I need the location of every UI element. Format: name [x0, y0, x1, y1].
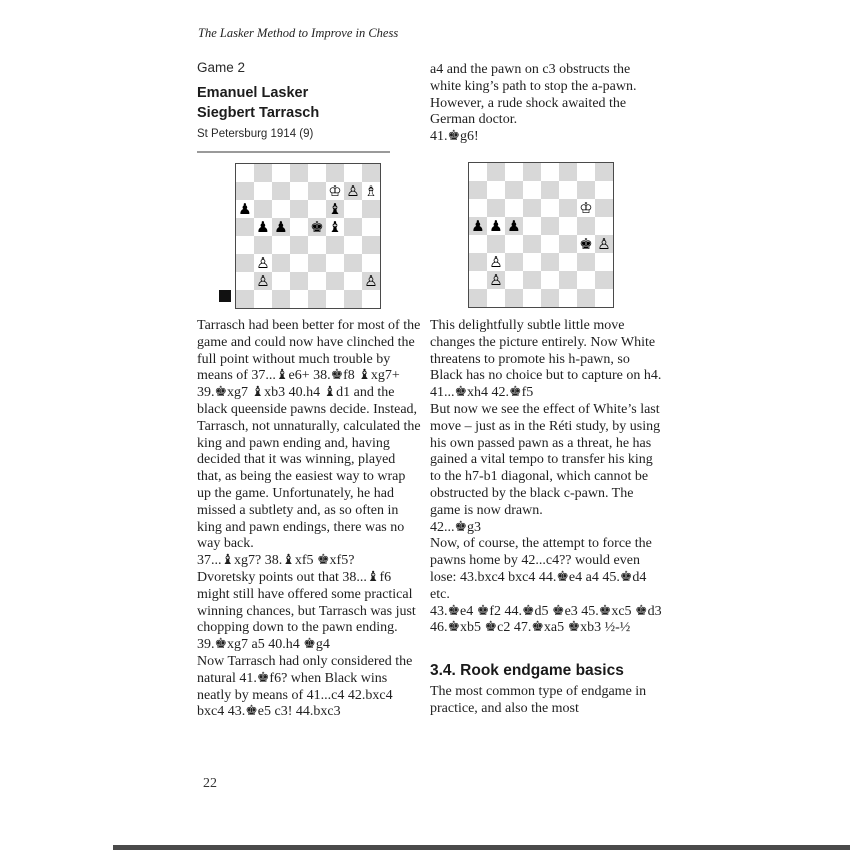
board-square	[505, 163, 523, 181]
chess-piece-bP-c5: ♟	[272, 218, 290, 236]
chess-piece-wP-b2: ♙	[254, 272, 272, 290]
paragraph: The most common type of endgame in practice, and also the most	[430, 684, 647, 716]
board-square	[577, 253, 595, 271]
board-square	[272, 164, 290, 182]
board-square	[541, 235, 559, 253]
board-square	[254, 200, 272, 218]
chess-piece-bP-b5: ♟	[487, 217, 505, 235]
board-square	[469, 235, 487, 253]
chess-piece-wK-f7: ♔	[326, 182, 344, 200]
board-square	[505, 253, 523, 271]
board-square	[236, 182, 254, 200]
board-square	[541, 217, 559, 235]
board-square	[236, 272, 254, 290]
board-square	[362, 236, 380, 254]
board-square	[559, 199, 577, 217]
chess-diagram-left	[219, 163, 381, 309]
board-square	[577, 289, 595, 307]
board-square	[326, 272, 344, 290]
paragraph: This delightfully subtle little move changes the picture entirely. Now White threatens to promote his h-pawn, so Black has no choice but to capture on h4.	[430, 318, 662, 384]
board-square	[254, 182, 272, 200]
right-column-text	[430, 318, 662, 718]
chess-board	[468, 162, 614, 308]
left-column-text	[197, 318, 421, 721]
board-square	[469, 181, 487, 199]
chess-board	[235, 163, 381, 309]
board-square	[236, 218, 254, 236]
paragraph: Now Tarrasch had only considered the natural 41.♚f6? when Black wins neatly by means of 41...c4 42.bxc4 bxc4 43.♚e5 c3! 44.bxc3	[197, 653, 413, 720]
board-square	[595, 217, 613, 235]
board-square	[326, 290, 344, 308]
board-square	[559, 163, 577, 181]
board-square	[236, 236, 254, 254]
board-square	[523, 289, 541, 307]
board-square	[595, 199, 613, 217]
board-square	[505, 199, 523, 217]
board-square	[595, 253, 613, 271]
board-square	[290, 164, 308, 182]
paragraph: Tarrasch had been better for most of the game and could now have clinched the full point without much trouble by means of 37...♝e6+ 38.♚f8 ♝xg7+ 39.♚xg7 ♝xb3 40.h4 ♝d1 and the black queenside pawns decide. Instead, Tarrasch, not unnaturally, calculated the king and pawn ending and, having decided that it was winning, played that, as being the easiest way to wrap up the game. Unfortunately, he had missed a subtlety and, as so often in king and pawn endings, there was no way back.	[197, 318, 421, 552]
board-square	[254, 236, 272, 254]
paragraph: But now we see the effect of White’s last move – just as in the Réti study, by using his own passed pawn as a threat, he has gained a vital tempo to transfer his king to the h7-b1 diagonal, which cannot be obstructed by the black c-pawn. The game is now drawn.	[430, 401, 661, 518]
board-square	[559, 181, 577, 199]
board-square	[326, 164, 344, 182]
chess-piece-bP-c5: ♟	[505, 217, 523, 235]
board-square	[469, 199, 487, 217]
game-header	[197, 60, 391, 153]
board-square	[523, 235, 541, 253]
board-square	[523, 271, 541, 289]
paragraph: Dvoretsky points out that 38...♝f6 might still have offered some practical winning chances, but Tarrasch was just chopping down to the pawn ending.	[197, 569, 416, 636]
board-square	[505, 271, 523, 289]
chess-piece-wP-h4: ♙	[595, 235, 613, 253]
board-square	[505, 235, 523, 253]
right-column-top-text	[430, 62, 662, 146]
chess-piece-bP-a5: ♟	[469, 217, 487, 235]
event-line: St Petersburg 1914 (9)	[197, 128, 314, 140]
board-square	[344, 254, 362, 272]
board-square	[595, 163, 613, 181]
move-line: 43.♚e4 ♚f2 44.♚d5 ♚e3 45.♚xc5 ♚d3 46.♚xb5 ♚c2 47.♚xa5 ♚xb3 ½-½	[430, 603, 662, 636]
board-square	[290, 290, 308, 308]
chess-piece-wP-b2: ♙	[487, 271, 505, 289]
board-square	[505, 181, 523, 199]
board-square	[326, 254, 344, 272]
header-rule	[197, 151, 390, 153]
board-square	[559, 217, 577, 235]
board-square	[523, 199, 541, 217]
board-square	[272, 182, 290, 200]
board-square	[254, 164, 272, 182]
move-line: 39.♚xg7 a5 40.h4 ♚g4	[197, 637, 330, 653]
board-square	[308, 290, 326, 308]
board-square	[469, 271, 487, 289]
running-head: The Lasker Method to Improve in Chess	[198, 26, 399, 40]
board-square	[595, 271, 613, 289]
paragraph: a4 and the pawn on c3 obstructs the white king’s path to stop the a-pawn. However, a rude shock awaited the German doctor.	[430, 62, 637, 128]
board-square	[541, 289, 559, 307]
page-bottom-edge	[113, 845, 850, 850]
chess-piece-bB-f6: ♝	[326, 200, 344, 218]
board-square	[326, 236, 344, 254]
black-player-name: Siegbert Tarrasch	[197, 105, 320, 121]
board-square	[290, 182, 308, 200]
chess-piece-bK-e5: ♚	[308, 218, 326, 236]
board-square	[487, 163, 505, 181]
board-square	[541, 199, 559, 217]
board-square	[254, 290, 272, 308]
board-square	[272, 254, 290, 272]
board-square	[469, 253, 487, 271]
board-square	[559, 235, 577, 253]
board-square	[559, 253, 577, 271]
board-square	[487, 181, 505, 199]
game-label: Game 2	[197, 60, 246, 75]
board-square	[308, 236, 326, 254]
board-square	[290, 254, 308, 272]
board-square	[308, 182, 326, 200]
board-square	[541, 181, 559, 199]
chess-piece-wP-h2: ♙	[362, 272, 380, 290]
board-square	[595, 181, 613, 199]
board-square	[362, 290, 380, 308]
chess-piece-bP-a6: ♟	[236, 200, 254, 218]
chess-piece-wP-b3: ♙	[254, 254, 272, 272]
paragraph: Now, of course, the attempt to force the pawns home by 42...c4?? would even lose: 43.bxc4 bxc4 44.♚e4 a4 45.♚d4 etc.	[430, 536, 652, 602]
board-square	[362, 254, 380, 272]
board-square	[308, 254, 326, 272]
board-square	[344, 272, 362, 290]
board-square	[362, 164, 380, 182]
board-square	[308, 272, 326, 290]
move-line: 41...♚xh4 42.♚f5	[430, 385, 534, 401]
board-square	[487, 289, 505, 307]
board-square	[577, 163, 595, 181]
chess-piece-wP-b3: ♙	[487, 253, 505, 271]
board-square	[469, 289, 487, 307]
board-square	[272, 290, 290, 308]
board-square	[290, 272, 308, 290]
board-square	[344, 290, 362, 308]
page-number: 22	[203, 776, 217, 791]
board-square	[487, 235, 505, 253]
board-square	[523, 253, 541, 271]
board-square	[362, 218, 380, 236]
section-heading: 3.4. Rook endgame basics	[430, 662, 624, 680]
board-square	[290, 218, 308, 236]
chess-piece-wB-h7: ♗	[362, 182, 380, 200]
board-square	[541, 271, 559, 289]
chess-piece-bP-b5: ♟	[254, 218, 272, 236]
move-line: 42...♚g3	[430, 519, 482, 535]
board-square	[290, 236, 308, 254]
board-square	[559, 289, 577, 307]
board-square	[523, 181, 541, 199]
board-square	[236, 290, 254, 308]
chess-piece-bB-f5: ♝	[326, 218, 344, 236]
board-square	[344, 200, 362, 218]
board-square	[577, 271, 595, 289]
board-square	[308, 164, 326, 182]
board-square	[577, 217, 595, 235]
board-square	[505, 289, 523, 307]
board-square	[236, 164, 254, 182]
board-square	[523, 217, 541, 235]
board-square	[523, 163, 541, 181]
board-square	[362, 200, 380, 218]
board-square	[595, 289, 613, 307]
chess-piece-bK-g4: ♚	[577, 235, 595, 253]
board-square	[344, 164, 362, 182]
board-square	[272, 200, 290, 218]
board-square	[272, 272, 290, 290]
board-square	[272, 236, 290, 254]
board-square	[541, 253, 559, 271]
board-square	[469, 163, 487, 181]
board-square	[290, 200, 308, 218]
chess-diagram-right	[468, 162, 614, 308]
board-square	[577, 181, 595, 199]
chess-piece-wP-g7: ♙	[344, 182, 362, 200]
move-line: 41.♚g6!	[430, 129, 479, 145]
black-to-move-indicator	[219, 290, 231, 302]
board-square	[559, 271, 577, 289]
white-player-name: Emanuel Lasker	[197, 85, 309, 101]
board-square	[308, 200, 326, 218]
chess-piece-wK-g6: ♔	[577, 199, 595, 217]
board-square	[236, 254, 254, 272]
board-square	[344, 218, 362, 236]
board-square	[487, 199, 505, 217]
move-line: 37...♝xg7? 38.♝xf5 ♚xf5?	[197, 553, 355, 569]
board-square	[344, 236, 362, 254]
board-square	[541, 163, 559, 181]
